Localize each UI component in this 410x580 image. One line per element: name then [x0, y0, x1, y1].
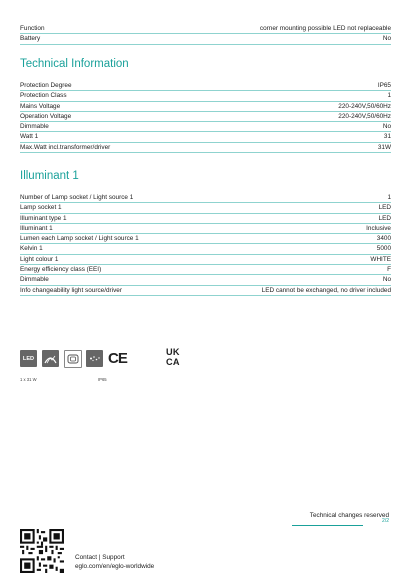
row-value: F — [387, 266, 391, 274]
eglo-url-link[interactable]: eglo.com/en/eglo-worldwide — [75, 563, 155, 570]
technical-information-heading: Technical Information — [20, 58, 129, 70]
table-row — [20, 193, 391, 203]
protection-class-icon — [64, 350, 82, 368]
table-row — [20, 203, 391, 213]
led-icon — [20, 350, 37, 367]
row-value: 220-240V,50/60Hz — [338, 102, 391, 110]
footer-rule — [292, 525, 363, 526]
table-row — [20, 224, 391, 234]
row-label: Watt 1 — [20, 133, 39, 141]
row-value: 1 — [387, 194, 391, 201]
row-value: 31 — [383, 133, 391, 141]
row-label: Illuminant 1 — [20, 224, 53, 232]
table-row — [20, 275, 391, 285]
row-value: corner mounting possible LED not replaceable — [259, 25, 391, 32]
row-value: LED cannot be exchanged, no driver included — [261, 286, 391, 294]
table-row — [20, 112, 391, 122]
row-label: Lamp socket 1 — [20, 204, 62, 212]
row-value: No — [382, 35, 391, 43]
row-value: 31W — [377, 143, 391, 151]
illuminant-heading: Illuminant 1 — [20, 170, 79, 182]
table-row — [20, 244, 391, 254]
row-label: Protection Degree — [20, 82, 72, 89]
led-caption: 1 x 31 W — [20, 377, 37, 382]
row-label: Protection Class — [20, 92, 67, 100]
row-value: IP65 — [377, 82, 391, 89]
table-row — [20, 122, 391, 132]
table-row — [20, 91, 391, 101]
row-label: Dimmable — [20, 276, 49, 284]
row-label: Dimmable — [20, 123, 49, 131]
table-row — [20, 265, 391, 275]
row-value: 5000 — [376, 245, 391, 253]
led-icon-text: LED — [22, 355, 35, 362]
row-value: 3400 — [376, 235, 391, 243]
row-label: Light colour 1 — [20, 255, 59, 263]
row-label: Max.Watt incl.transformer/driver — [20, 143, 111, 151]
general-table — [20, 24, 391, 45]
table-row — [20, 255, 391, 265]
ukca-ca-text: CA — [166, 356, 180, 367]
ip65-icon — [86, 350, 103, 367]
row-label: Operation Voltage — [20, 112, 72, 120]
technical-changes-note: Technical changes reserved — [309, 512, 389, 519]
table-row — [20, 132, 391, 142]
qr-code-icon — [20, 529, 64, 573]
row-value: No — [382, 123, 391, 131]
row-value: 1 — [387, 92, 391, 100]
contact-support-link[interactable]: Contact | Support — [75, 554, 125, 561]
table-row — [20, 143, 391, 153]
page-number: 2/2 — [382, 518, 389, 524]
row-value: WHITE — [370, 255, 391, 263]
row-label: Battery — [20, 35, 41, 43]
table-row — [20, 81, 391, 91]
row-value: No — [382, 276, 391, 284]
row-label: Illuminant type 1 — [20, 214, 67, 222]
row-label: Number of Lamp socket / Light source 1 — [20, 194, 134, 201]
row-value: LED — [378, 204, 391, 212]
technical-table — [20, 81, 391, 153]
table-row — [20, 24, 391, 34]
row-label: Function — [20, 25, 45, 32]
row-label: Lumen each Lamp socket / Light source 1 — [20, 235, 139, 243]
table-row — [20, 286, 391, 296]
illuminant-table — [20, 193, 391, 296]
ukca-uk-text: UK — [166, 347, 180, 357]
mounting-arc-icon — [42, 350, 59, 367]
row-value: Inclusive — [366, 224, 391, 232]
row-label: Info changeability light source/driver — [20, 286, 122, 294]
row-label: Energy efficiency class (EEI) — [20, 266, 102, 274]
row-label: Mains Voltage — [20, 102, 61, 110]
row-value: LED — [378, 214, 391, 222]
table-row — [20, 214, 391, 224]
ukca-mark-icon — [166, 348, 180, 367]
contact-block — [75, 553, 154, 571]
table-row — [20, 234, 391, 244]
table-row — [20, 102, 391, 112]
ip-caption: IP65 — [98, 377, 107, 382]
ce-mark-icon: CE — [108, 350, 127, 367]
table-row — [20, 34, 391, 44]
row-value: 220-240V,50/60Hz — [338, 112, 391, 120]
row-label: Kelvin 1 — [20, 245, 43, 253]
